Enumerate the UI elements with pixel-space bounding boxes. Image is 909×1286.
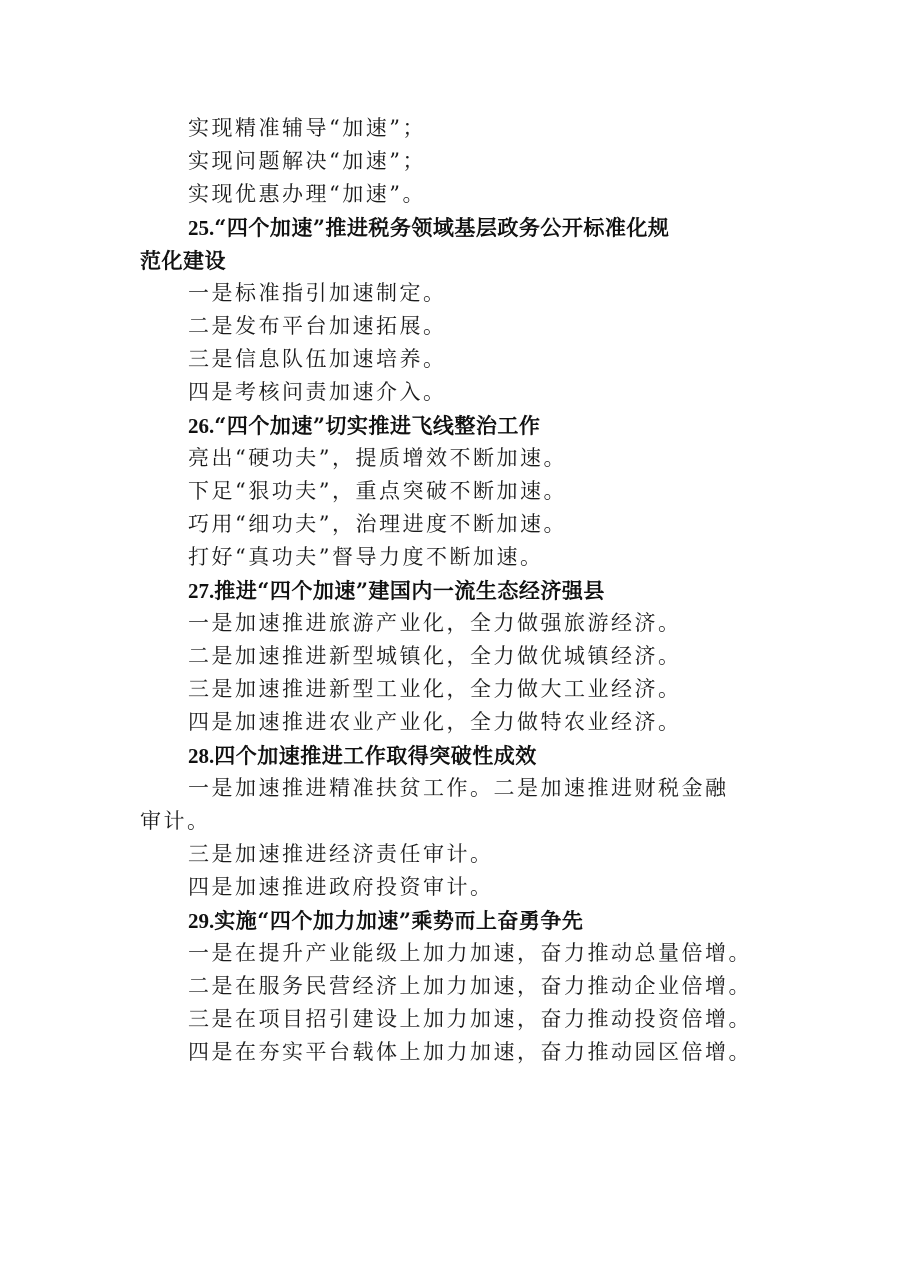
list-item: 二是发布平台加速拓展。: [188, 314, 447, 338]
section-number: 29.: [188, 909, 215, 933]
list-item: 三是加速推进经济责任审计。: [188, 842, 494, 866]
list-item: 亮出“硬功夫”，提质增效不断加速。: [188, 446, 567, 470]
list-item: 二是加速推进新型城镇化，全力做优城镇经济。: [188, 644, 682, 668]
intro-line: 实现优惠办理“加速”。: [188, 182, 426, 206]
list-item: 三是加速推进新型工业化，全力做大工业经济。: [188, 677, 682, 701]
list-item: 巧用“细功夫”，治理进度不断加速。: [188, 512, 567, 536]
list-item: 四是考核问责加速介入。: [188, 380, 447, 404]
section-title: “四个加速”切实推进飞线整治工作: [214, 413, 541, 438]
section-number: 26.: [188, 414, 215, 438]
document-body: [140, 112, 780, 1069]
list-item: 三是在项目招引建设上加力加速，奋力推动投资倍增。: [188, 1007, 752, 1031]
list-item: 四是加速推进政府投资审计。: [188, 875, 494, 899]
section-title: 推进“四个加速”建国内一流生态经济强县: [214, 578, 605, 603]
section-title: “四个加速”推进税务领域基层政务公开标准化规: [214, 215, 670, 240]
section-heading-29: [140, 904, 780, 937]
section-heading-27: [140, 574, 780, 607]
list-item: 下足“狠功夫”，重点突破不断加速。: [188, 479, 567, 503]
list-item: 一是在提升产业能级上加力加速，奋力推动总量倍增。: [188, 941, 752, 965]
section-title: 实施“四个加力加速”乘势而上奋勇争先: [214, 908, 584, 933]
list-item: 一是加速推进精准扶贫工作。二是加速推进财税金融: [188, 776, 729, 800]
list-item: 四是加速推进农业产业化，全力做特农业经济。: [188, 710, 682, 734]
list-item: 一是标准指引加速制定。: [188, 281, 447, 305]
list-item: 一是加速推进旅游产业化，全力做强旅游经济。: [188, 611, 682, 635]
list-item: 二是在服务民营经济上加力加速，奋力推动企业倍增。: [188, 974, 752, 998]
section-heading-25: [140, 211, 780, 244]
list-item-continued: 审计。: [140, 809, 211, 833]
list-item: 四是在夯实平台载体上加力加速，奋力推动园区倍增。: [188, 1040, 752, 1064]
intro-line: 实现精准辅导“加速”；: [188, 116, 426, 140]
section-number: 28.: [188, 744, 215, 768]
list-item: 三是信息队伍加速培养。: [188, 347, 447, 371]
section-number: 25.: [188, 216, 215, 240]
section-heading-28: [140, 739, 780, 772]
list-item: 打好“真功夫”督导力度不断加速。: [188, 545, 544, 569]
section-heading-26: [140, 409, 780, 442]
section-title: 四个加速推进工作取得突破性成效: [214, 743, 537, 768]
section-number: 27.: [188, 579, 215, 603]
intro-line: 实现问题解决“加速”；: [188, 149, 426, 173]
section-heading-25-continued: 范化建设: [140, 248, 226, 273]
